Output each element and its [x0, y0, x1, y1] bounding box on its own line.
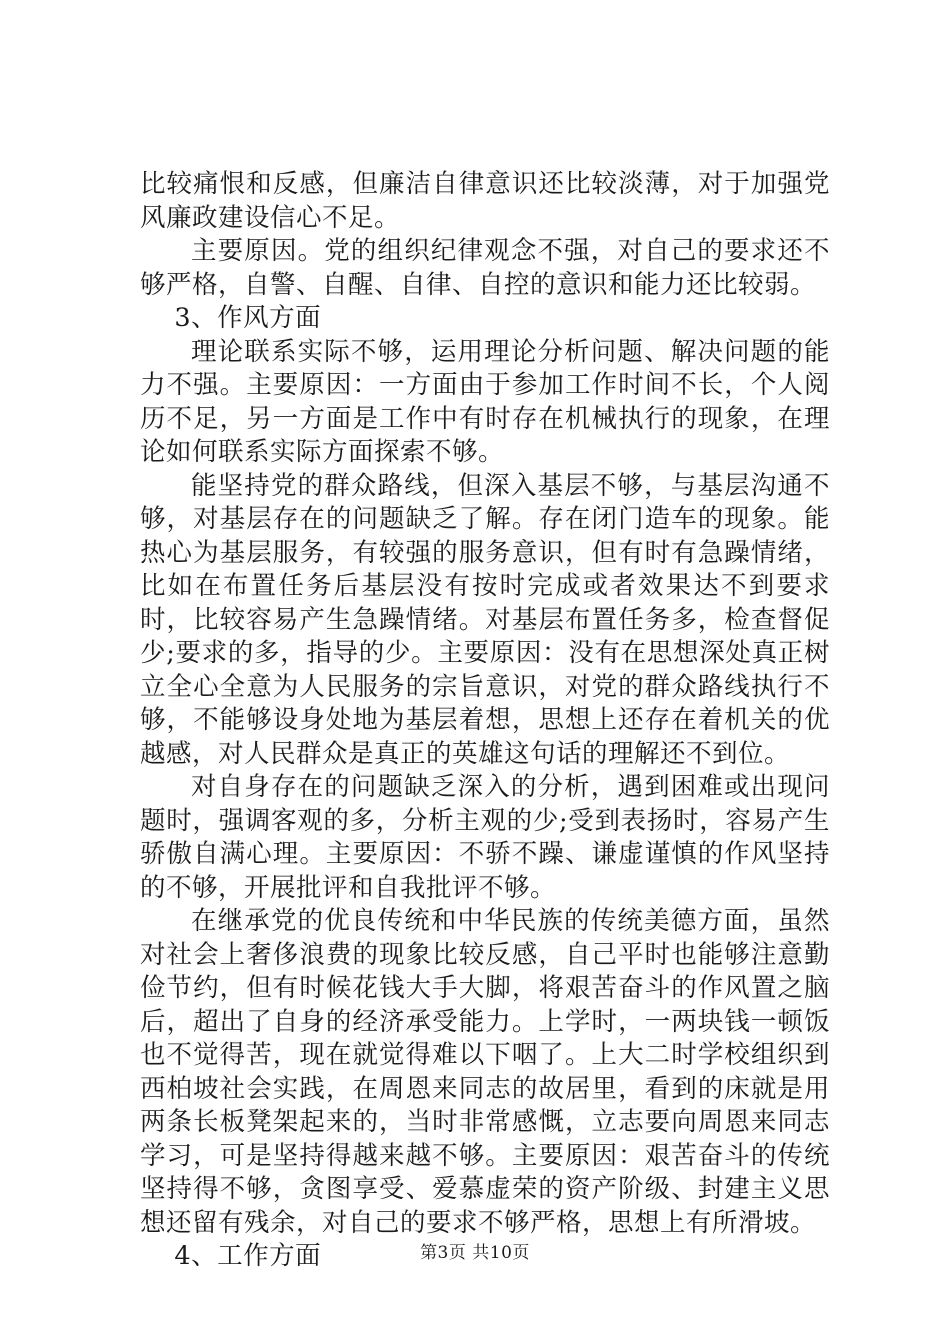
paragraph-mass-line: 能坚持党的群众路线，但深入基层不够，与基层沟通不够，对基层存在的问题缺乏了解。存在闭门造车的现象。能热心为基层服务，有较强的服务意识，但有时有急躁情绪，比如在布置任务后基层没有按时完成或者效果达不到要求时，比较容易产生急躁情绪。对基层布置任务多，检查督促少;要求的多，指导的少。主要原因：没有在思想深处真正树立全心全意为人民服务的宗旨意识，对党的群众路线执行不够，不能够设身处地为基层着想，思想上还存在着机关的优越感，对人民群众是真正的英雄这句话的理解还不到位。: [140, 470, 830, 769]
section-heading-work: 4、工作方面: [174, 1241, 322, 1271]
section-heading-work-style: 3、作风方面: [174, 303, 322, 333]
paragraph-self-analysis: 对自身存在的问题缺乏深入的分析，遇到困难或出现问题时，强调客观的多，分析主观的少;受到表扬时，容易产生骄傲自满心理。主要原因：不骄不躁、谦虚谨慎的作风坚持的不够，开展批评和自我批评不够。: [140, 772, 830, 903]
paragraph-continued: 比较痛恨和反感，但廉洁自律意识还比较淡薄，对于加强党风廉政建设信心不足。: [140, 169, 830, 233]
page-number-footer: 第3页 共10页: [420, 1243, 530, 1263]
paragraph-theory-practice: 理论联系实际不够，运用理论分析问题、解决问题的能力不强。主要原因：一方面由于参加工作时间不长，个人阅历不足，另一方面是工作中有时存在机械执行的现象，在理论如何联系实际方面探索不够。: [140, 336, 830, 467]
paragraph-tradition: 在继承党的优良传统和中华民族的传统美德方面，虽然对社会上奢侈浪费的现象比较反感，自己平时也能够注意勤俭节约，但有时候花钱大手大脚，将艰苦奋斗的作风置之脑后，超出了自身的经济承受能力。上学时，一两块钱一顿饭也不觉得苦，现在就觉得难以下咽了。上大二时学校组织到西柏坡社会实践，在周恩来同志的故居里，看到的床就是用两条长板凳架起来的，当时非常感慨，立志要向周恩来同志学习，可是坚持得越来越不够。主要原因：艰苦奋斗的传统坚持得不够，贪图享受、爱慕虚荣的资产阶级、封建主义思想还留有残余，对自己的要求不够严格，思想上有所滑坡。: [140, 906, 830, 1238]
paragraph-main-reason: 主要原因。党的组织纪律观念不强，对自己的要求还不够严格，自警、自醒、自律、自控的意识和能力还比较弱。: [140, 236, 830, 300]
document-body: [140, 168, 830, 1274]
